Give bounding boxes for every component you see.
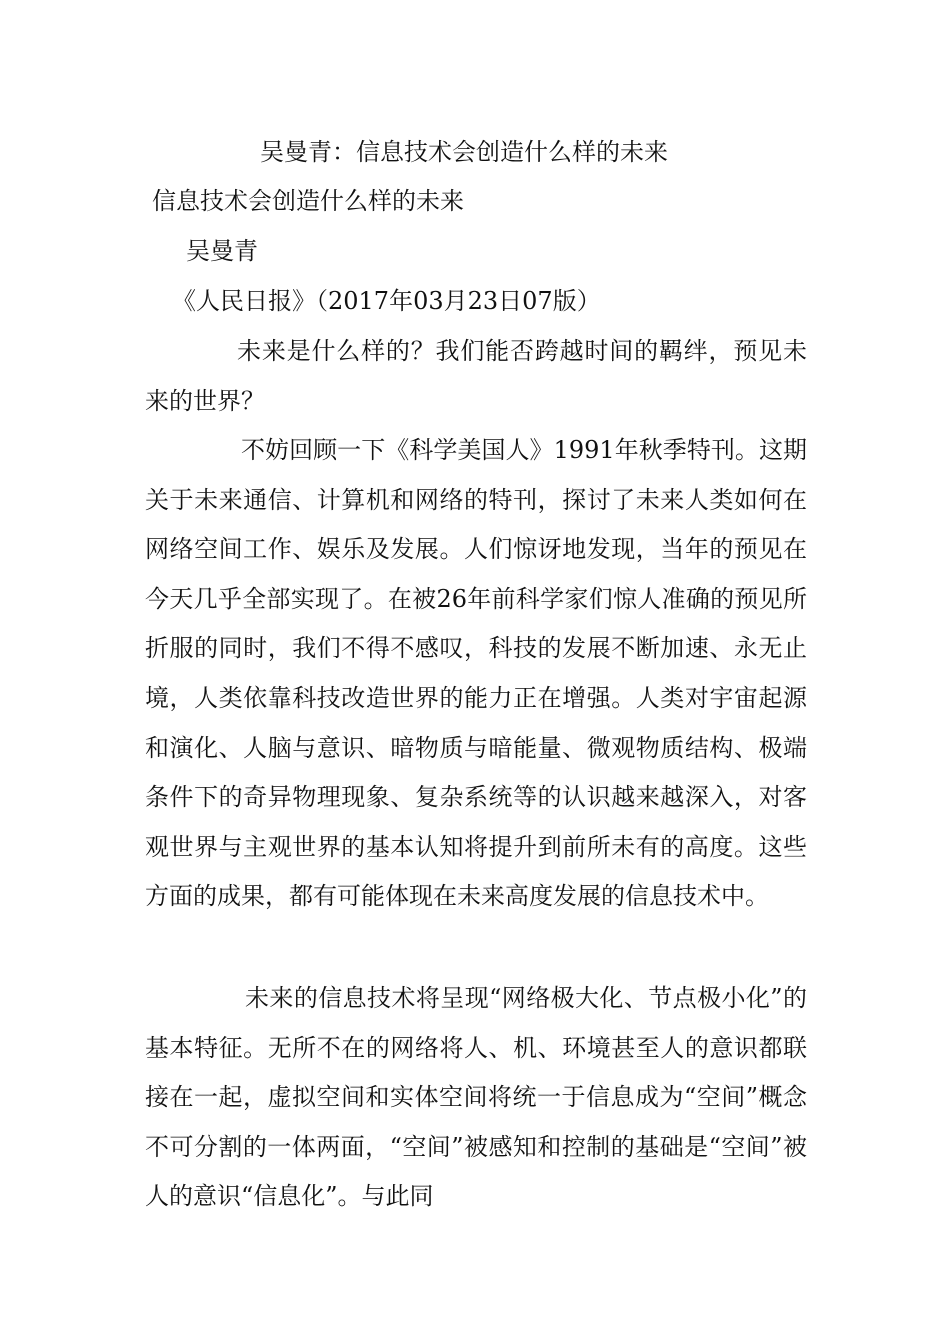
document-subtitle: 信息技术会创造什么样的未来 <box>152 187 464 215</box>
document-title: 吴曼青：信息技术会创造什么样的未来 <box>260 138 668 166</box>
author-name: 吴曼青 <box>186 237 258 265</box>
paragraph-2: 不妨回顾一下《科学美国人》1991年秋季特刊。这期关于未来通信、计算机和网络的特刊，探讨了未来人类如何在网络空间工作、娱乐及发展。人们惊讶地发现，当年的预见在今天几乎全部实现了。在被26年前科学家们惊人准确的预见所折服的同时，我们不得不感叹，科技的发展不断加速、永无止境，人类依靠科技改造世界的能力正在增强。人类对宇宙起源和演化、人脑与意识、暗物质与暗能量、微观物质结构、极端条件下的奇异物理现象、复杂系统等的认识越来越深入，对客观世界与主观世界的基本认知将提升到前所未有的高度。这些方面的成果，都有可能体现在未来高度发展的信息技术中。 <box>145 436 807 911</box>
paragraph-3: 未来的信息技术将呈现“网络极大化、节点极小化”的基本特征。无所不在的网络将人、机、环境甚至人的意识都联接在一起，虚拟空间和实体空间将统一于信息成为“空间”概念不可分割的一体两面，“空间”被感知和控制的基础是“空间”被人的意识“信息化”。与此同 <box>145 984 807 1211</box>
paragraph-1: 未来是什么样的？我们能否跨越时间的羁绊，预见未来的世界？ <box>145 337 807 415</box>
source-citation: 《人民日报》（2017年03月23日07版） <box>172 287 601 315</box>
